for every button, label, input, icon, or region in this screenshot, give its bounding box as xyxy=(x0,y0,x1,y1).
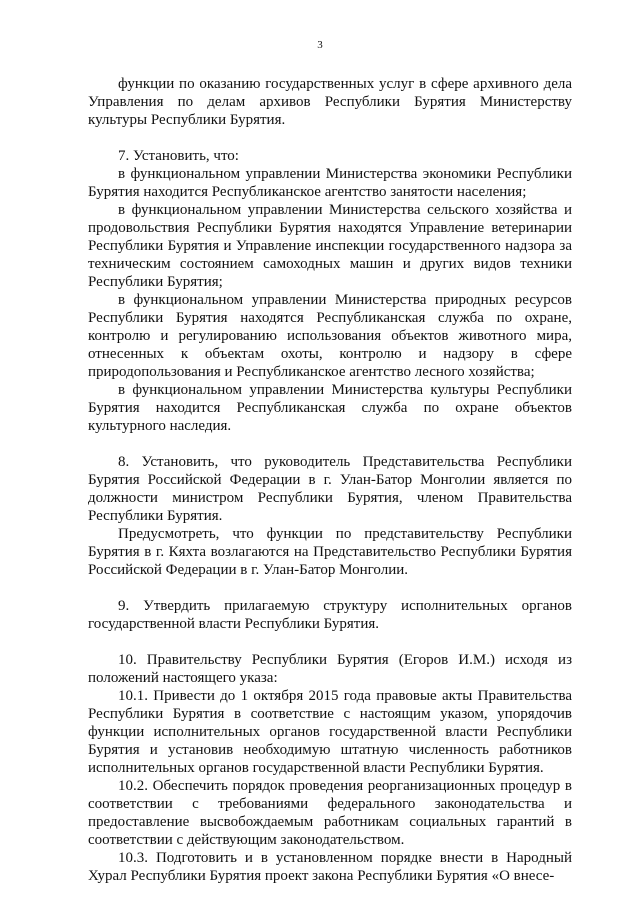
paragraph: Предусмотреть, что функции по представительству Республики Бурятия в г. Кяхта возлагаются на Представительство Республики Бурятия Российской Федерации в г. Улан-Батор Монголии. xyxy=(88,526,572,578)
paragraph: в функциональном управлении Министерства природных ресурсов Республики Бурятия находятся Республиканская служба по охране, контролю и регулированию использования объектов животного мира, отнесенных к объектам охоты, контролю и надзору в сфере природопользования и Республиканское агентство лесного хозяйства; xyxy=(88,292,572,380)
document-body xyxy=(88,75,572,885)
paragraph: 7. Установить, что: xyxy=(118,148,239,164)
paragraph: в функциональном управлении Министерства культуры Республики Бурятия находится Республиканская служба по охране объектов культурного наследия. xyxy=(88,382,572,434)
paragraph: 10.1. Привести до 1 октября 2015 года правовые акты Правительства Республики Бурятия в соответствие с настоящим указом, упорядочив функции исполнительных органов государственной власти Республики Бурятия и установив необходимую штатную численность работников исполнительных органов государственной власти Республики Бурятия. xyxy=(88,688,572,776)
page-number: 3 xyxy=(317,39,323,51)
paragraph: в функциональном управлении Министерства сельского хозяйства и продовольствия Республики Бурятия находятся Управление ветеринарии Республики Бурятия и Управление инспекции государственного надзора за техническим состоянием самоходных машин и других видов техники Республики Бурятия; xyxy=(88,202,572,290)
paragraph: в функциональном управлении Министерства экономики Республики Бурятия находится Республиканское агентство занятости населения; xyxy=(88,166,572,200)
paragraph: 10.2. Обеспечить порядок проведения реорганизационных процедур в соответствии с требованиями федерального законодательства и предоставление высвобождаемым работникам социальных гарантий в соответствии с действующим законодательством. xyxy=(88,778,572,848)
paragraph: 10. Правительству Республики Бурятия (Егоров И.М.) исходя из положений настоящего указа: xyxy=(88,652,572,686)
paragraph: 9. Утвердить прилагаемую структуру исполнительных органов государственной власти Республики Бурятия. xyxy=(88,598,572,632)
paragraph: 10.3. Подготовить и в установленном порядке внести в Народный Хурал Республики Бурятия проект закона Республики Бурятия «О внесе- xyxy=(88,850,572,884)
paragraph: функции по оказанию государственных услуг в сфере архивного дела Управления по делам архивов Республики Бурятия Министерству культуры Республики Бурятия. xyxy=(88,76,572,128)
paragraph: 8. Установить, что руководитель Представительства Республики Бурятия Российской Федерации в г. Улан-Батор Монголии является по должности министром Республики Бурятия, членом Правительства Республики Бурятия. xyxy=(88,454,572,524)
